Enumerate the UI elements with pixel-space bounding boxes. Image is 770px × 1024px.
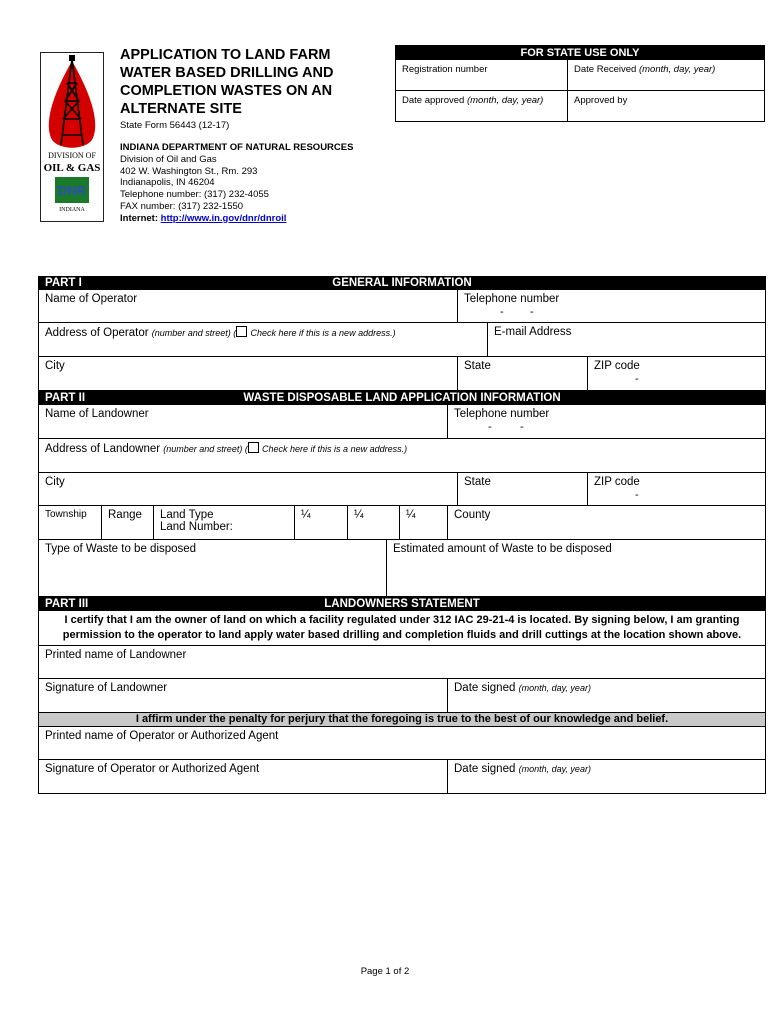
landowner-city-field[interactable]: City — [45, 476, 65, 488]
operator-name-field[interactable]: Name of Operator — [45, 293, 138, 305]
part2-heading: WASTE DISPOSABLE LAND APPLICATION INFORMATION — [243, 392, 561, 404]
waste-amount-field[interactable]: Estimated amount of Waste to be disposed — [386, 540, 765, 596]
operator-date-signed-field[interactable]: Date signed (month, day, year) — [447, 760, 765, 793]
operator-printed-name-field[interactable]: Printed name of Operator or Authorized Agent — [45, 730, 279, 742]
agency-telephone: Telephone number: (317) 232-4055 — [120, 189, 269, 201]
landowner-date-signed-field[interactable]: Date signed (month, day, year) — [447, 679, 765, 712]
operator-zip-field[interactable]: ZIP code - — [587, 357, 765, 390]
township-field[interactable]: Township — [45, 509, 87, 520]
operator-telephone-field[interactable]: Telephone number - - — [457, 290, 765, 322]
agency-website-link[interactable]: http://www.in.gov/dnr/dnroil — [160, 212, 287, 224]
registration-number-field[interactable]: Registration number — [396, 60, 568, 90]
landowner-printed-name-field[interactable]: Printed name of Landowner — [45, 649, 187, 661]
quarter-field-3[interactable]: ¼ — [399, 506, 447, 539]
svg-text:INDIANA: INDIANA — [59, 207, 85, 213]
part2-label: PART II — [45, 392, 86, 404]
part3-heading: LANDOWNERS STATEMENT — [324, 598, 480, 610]
state-use-heading: FOR STATE USE ONLY — [396, 46, 764, 60]
range-field[interactable]: Range — [101, 506, 153, 539]
form-title: APPLICATION TO LAND FARM WATER BASED DRILLING AND COMPLETION WASTES ON AN ALTERNATE SITE — [120, 47, 334, 117]
part3-label: PART III — [45, 598, 89, 610]
application-form — [38, 276, 766, 794]
date-approved-field[interactable]: Date approved (month, day, year) — [396, 90, 568, 121]
svg-text:OIL & GAS: OIL & GAS — [43, 162, 101, 174]
quarter-field-1[interactable]: ¼ — [294, 506, 347, 539]
part1-label: PART I — [45, 277, 82, 289]
operator-email-field[interactable]: E-mail Address — [487, 323, 765, 356]
new-address-checkbox-operator[interactable] — [236, 326, 247, 337]
state-use-box — [395, 45, 765, 122]
svg-text:DNR: DNR — [57, 183, 87, 198]
landowner-statement: I certify that I am the owner of land on which a facility regulated under 312 IAC 29-21-4 is located. By signing below, I am granting permission to the operator to land apply water based drilling and completion fluids and drill cuttings at the location shown above. — [38, 611, 766, 646]
part1-header — [38, 276, 766, 290]
land-type-field[interactable]: Land Type Land Number: — [153, 506, 294, 539]
agency-fax: FAX number: (317) 232-1550 — [120, 200, 244, 212]
operator-signature-field[interactable]: Signature of Operator or Authorized Agent — [45, 763, 260, 775]
waste-type-field[interactable]: Type of Waste to be disposed — [45, 543, 197, 555]
operator-address-field[interactable]: Address of Operator (number and street) ( Check here if this is a new address.) — [45, 327, 396, 339]
date-received-field[interactable]: Date Received (month, day, year) — [574, 64, 716, 75]
landowner-telephone-field[interactable]: Telephone number - - — [447, 405, 765, 438]
svg-text:DIVISION OF: DIVISION OF — [48, 151, 96, 160]
landowner-zip-field[interactable]: ZIP code - — [587, 473, 765, 505]
approved-by-field[interactable]: Approved by — [568, 90, 764, 121]
internet-label: Internet: — [120, 212, 158, 224]
landowner-address-field[interactable]: Address of Landowner (number and street) ( Check here if this is a new address.) — [45, 443, 408, 455]
agency-name: INDIANA DEPARTMENT OF NATURAL RESOURCES — [120, 142, 354, 153]
county-field[interactable]: County — [447, 506, 765, 539]
form-number: State Form 56443 (12-17) — [120, 120, 230, 131]
dnr-logo — [40, 52, 104, 222]
operator-state-field[interactable]: State — [457, 357, 587, 390]
oil-derrick-icon — [41, 53, 103, 221]
part3-header — [38, 597, 766, 611]
agency-city: Indianapolis, IN 46204 — [120, 177, 215, 189]
part2-header — [38, 391, 766, 405]
agency-division: Division of Oil and Gas — [120, 153, 217, 165]
agency-street: 402 W. Washington St., Rm. 293 — [120, 165, 258, 177]
agency-block — [120, 142, 353, 225]
quarter-field-2[interactable]: ¼ — [347, 506, 399, 539]
page-number: Page 1 of 2 — [360, 966, 410, 977]
landowner-signature-field[interactable]: Signature of Landowner — [45, 682, 168, 694]
perjury-affirmation: I affirm under the penalty for perjury that the foregoing is true to the best of our knowledge and belief. — [38, 713, 766, 727]
landowner-state-field[interactable]: State — [457, 473, 587, 505]
operator-city-field[interactable]: City — [45, 360, 65, 372]
part1-heading: GENERAL INFORMATION — [332, 277, 472, 289]
landowner-name-field[interactable]: Name of Landowner — [45, 408, 149, 420]
new-address-checkbox-landowner[interactable] — [248, 442, 259, 453]
